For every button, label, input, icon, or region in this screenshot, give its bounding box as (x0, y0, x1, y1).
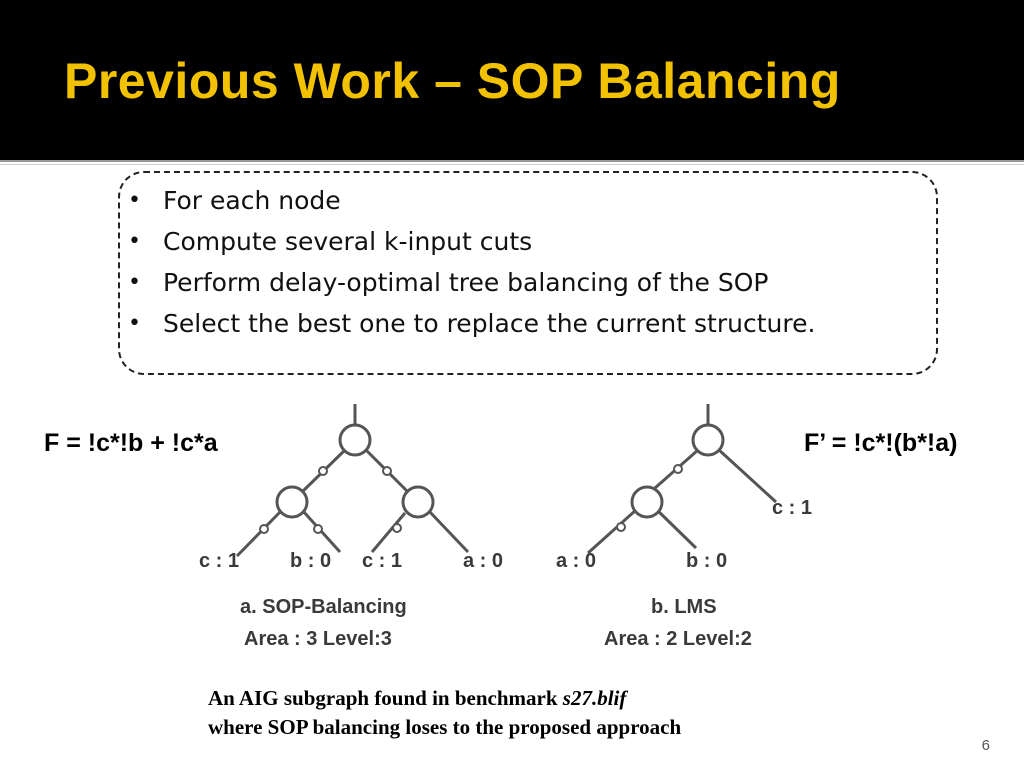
tree-b-leaf: a : 0 (556, 550, 597, 572)
formula-left: F = !c*!b + !c*a (44, 429, 218, 457)
inverter-dot (383, 467, 391, 475)
bullet-text: Select the best one to replace the current structure. (163, 309, 816, 338)
inverter-dot (393, 524, 401, 532)
inverter-dot (260, 525, 268, 533)
bullet-text: Perform delay-optimal tree balancing of the SOP (163, 268, 769, 297)
caption-benchmark-name: s27.blif (562, 686, 627, 710)
bullet-text: Compute several k-input cuts (163, 227, 533, 256)
tree-b-name: b. LMS (651, 596, 717, 618)
page-number: 6 (981, 737, 990, 754)
caption-line-1-text: An AIG subgraph found in benchmark (208, 686, 563, 710)
tree-a-leaf: c : 1 (362, 550, 403, 572)
formula-right: F’ = !c*!(b*!a) (804, 429, 958, 457)
bullet-dot-icon: • (128, 229, 141, 254)
tree-a-leaf: c : 1 (199, 550, 240, 572)
bullet-dot-icon: • (128, 270, 141, 295)
and-node (632, 487, 662, 517)
bullet-text: For each node (163, 186, 341, 215)
inverter-dot (314, 525, 322, 533)
inverter-dot (319, 467, 327, 475)
edge (372, 513, 405, 552)
and-node (403, 487, 433, 517)
tree-a-leaf: a : 0 (463, 550, 504, 572)
tree-a-name: a. SOP-Balancing (240, 596, 407, 618)
bullet-dot-icon: • (128, 311, 141, 336)
tree-a-leaf: b : 0 (290, 550, 332, 572)
and-node (693, 425, 723, 455)
slide-title: Previous Work – SOP Balancing (64, 53, 841, 109)
inverter-markers (260, 465, 682, 533)
edge (428, 510, 468, 552)
tree-b-stats: Area : 2 Level:2 (604, 628, 752, 650)
tree-b-leaf: c : 1 (772, 497, 813, 519)
and-node (340, 425, 370, 455)
edge (657, 510, 696, 548)
bullet-dot-icon: • (128, 188, 141, 213)
and-node (277, 487, 307, 517)
inverter-dot (617, 523, 625, 531)
tree-a-stats: Area : 3 Level:3 (244, 628, 392, 650)
tree-b-leaf: b : 0 (686, 550, 728, 572)
inverter-dot (674, 465, 682, 473)
edge (719, 450, 776, 502)
caption-line-1 (208, 684, 681, 713)
edge (237, 511, 281, 556)
figure-caption (208, 684, 681, 742)
caption-line-2: where SOP balancing loses to the proposed approach (208, 715, 682, 739)
edge (588, 510, 636, 553)
